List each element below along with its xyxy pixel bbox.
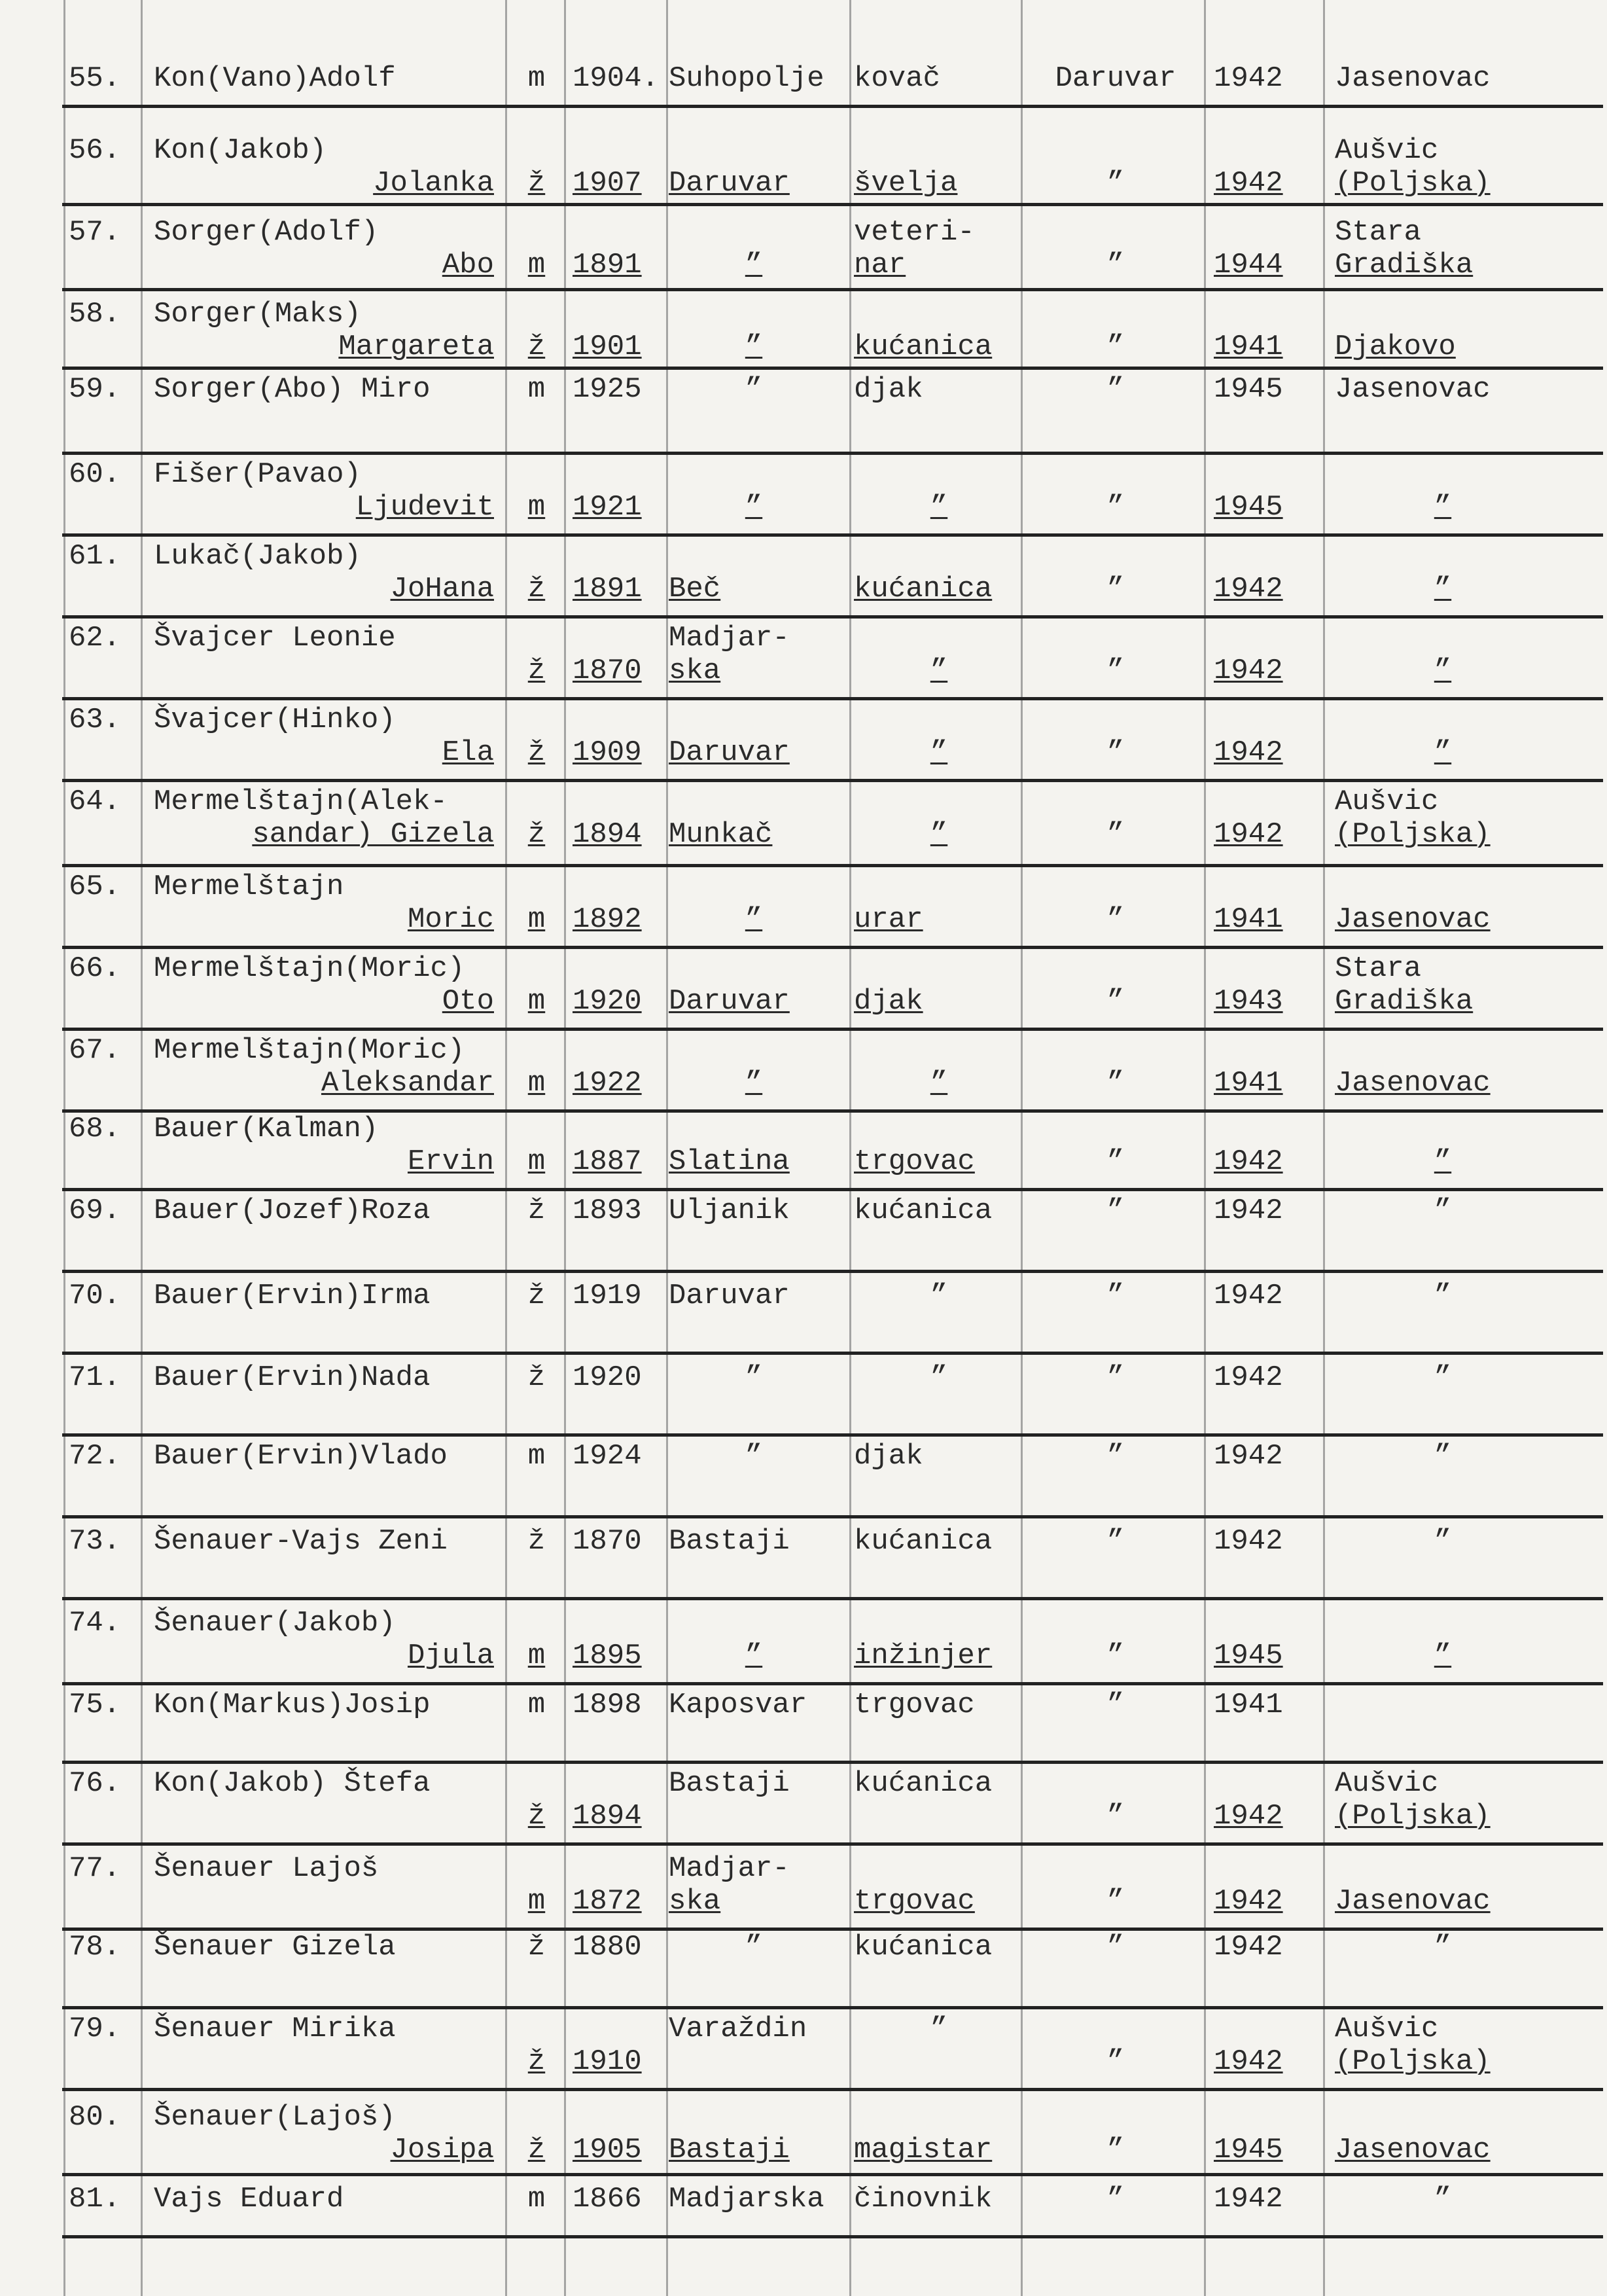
death-place: (Poljska) (1335, 1800, 1491, 1833)
row-number: 71. (69, 1361, 121, 1394)
residence: ” (1106, 1145, 1125, 1178)
death-place: ” (1434, 1931, 1452, 1964)
residence: ” (1106, 1194, 1125, 1227)
death-place: Gradiška (1335, 249, 1474, 281)
death-year: 1942 (1214, 1525, 1283, 1558)
birth-place: ” (745, 1067, 763, 1100)
death-year: 1943 (1214, 985, 1283, 1018)
death-place: ” (1434, 1525, 1452, 1558)
sex: ž (527, 655, 546, 687)
row-number: 80. (69, 2101, 121, 2134)
occupation: kućanica (854, 1767, 993, 1800)
occupation: kućanica (854, 1931, 993, 1964)
residence: ” (1106, 167, 1125, 200)
sex: m (527, 2183, 546, 2215)
sex: m (527, 491, 546, 524)
row-number: 59. (69, 373, 121, 406)
person-name: Mermelštajn(Moric) (154, 1034, 465, 1067)
row-number: 61. (69, 540, 121, 573)
sex: m (527, 1067, 546, 1100)
column-divider (849, 0, 851, 2296)
residence: ” (1106, 331, 1125, 363)
death-year: 1942 (1214, 2045, 1283, 2078)
row-number: 70. (69, 1280, 121, 1312)
sex: ž (527, 1280, 546, 1312)
birth-year: 1905 (573, 2134, 642, 2166)
occupation: veteri- (854, 216, 975, 249)
death-place: ” (1434, 736, 1452, 769)
person-name: Kon(Jakob) Štefa (154, 1767, 431, 1800)
column-divider (1323, 0, 1325, 2296)
row-divider (62, 1270, 1603, 1273)
birth-place: ska (669, 655, 721, 687)
death-year: 1945 (1214, 1640, 1283, 1672)
person-given-name: Abo (442, 249, 494, 281)
person-name: Šenauer Lajoš (154, 1852, 379, 1885)
row-divider (62, 452, 1603, 455)
birth-year: 1894 (573, 1800, 642, 1833)
residence: ” (1106, 1067, 1125, 1100)
occupation: ” (930, 818, 948, 851)
sex: ž (527, 167, 546, 200)
birth-place: ska (669, 1885, 721, 1918)
person-given-name: Djula (407, 1640, 494, 1672)
occupation: trgovac (854, 1689, 975, 1721)
residence: ” (1106, 1440, 1125, 1473)
death-place: Jasenovac (1335, 2134, 1491, 2166)
death-year: 1944 (1214, 249, 1283, 281)
birth-place: Suhopolje (669, 62, 824, 95)
occupation: ” (930, 1067, 948, 1100)
death-place: ” (1434, 2183, 1452, 2215)
birth-place: Munkač (669, 818, 773, 851)
row-divider (62, 105, 1603, 108)
birth-year: 1925 (573, 373, 642, 406)
occupation: ” (930, 1280, 948, 1312)
death-year: 1945 (1214, 373, 1283, 406)
death-place: (Poljska) (1335, 818, 1491, 851)
birth-year: 1891 (573, 573, 642, 605)
birth-place: Madjar- (669, 622, 790, 655)
person-name: Bauer(Ervin)Vlado (154, 1440, 448, 1473)
birth-place: Kaposvar (669, 1689, 807, 1721)
death-place: Jasenovac (1335, 373, 1491, 406)
death-place: ” (1434, 1361, 1452, 1394)
birth-place: Bastaji (669, 1525, 790, 1558)
occupation: nar (854, 249, 906, 281)
residence: ” (1106, 491, 1125, 524)
person-name: Mermelštajn(Moric) (154, 952, 465, 985)
person-name: Sorger(Maks) (154, 298, 361, 331)
death-year: 1942 (1214, 1885, 1283, 1918)
column-divider (63, 0, 65, 2296)
birth-year: 1909 (573, 736, 642, 769)
death-place: ” (1434, 1640, 1452, 1672)
person-name: Bauer(Ervin)Irma (154, 1280, 431, 1312)
residence: ” (1106, 1689, 1125, 1721)
birth-place: Daruvar (669, 985, 790, 1018)
person-name: Mermelštajn (154, 870, 344, 903)
birth-year: 1901 (573, 331, 642, 363)
occupation: kućanica (854, 331, 993, 363)
column-divider (564, 0, 566, 2296)
birth-year: 1887 (573, 1145, 642, 1178)
column-divider (505, 0, 507, 2296)
row-number: 58. (69, 298, 121, 331)
birth-place: ” (745, 373, 763, 406)
sex: ž (527, 1800, 546, 1833)
death-year: 1942 (1214, 1361, 1283, 1394)
occupation: činovnik (854, 2183, 993, 2215)
birth-year: 1920 (573, 1361, 642, 1394)
occupation: magistar (854, 2134, 993, 2166)
row-divider (62, 779, 1603, 782)
birth-year: 1870 (573, 1525, 642, 1558)
death-place: Jasenovac (1335, 1885, 1491, 1918)
death-place: ” (1434, 1194, 1452, 1227)
person-given-name: sandar) Gizela (252, 818, 494, 851)
sex: m (527, 1689, 546, 1721)
birth-year: 1894 (573, 818, 642, 851)
occupation: urar (854, 903, 923, 936)
row-divider (62, 1842, 1603, 1846)
birth-year: 1866 (573, 2183, 642, 2215)
row-number: 75. (69, 1689, 121, 1721)
birth-place: ” (745, 1440, 763, 1473)
residence: ” (1106, 1931, 1125, 1964)
birth-year: 1891 (573, 249, 642, 281)
birth-place: Daruvar (669, 1280, 790, 1312)
death-year: 1942 (1214, 1440, 1283, 1473)
occupation: trgovac (854, 1885, 975, 1918)
birth-place: Varaždin (669, 2013, 807, 2045)
row-number: 57. (69, 216, 121, 249)
row-divider (62, 1188, 1603, 1191)
occupation: ” (930, 491, 948, 524)
person-name: Sorger(Abo) Miro (154, 373, 431, 406)
row-divider (62, 1433, 1603, 1437)
sex: ž (527, 1931, 546, 1964)
birth-year: 1904. (573, 62, 660, 95)
sex: m (527, 985, 546, 1018)
occupation: kovač (854, 62, 941, 95)
row-divider (62, 2235, 1603, 2238)
person-name: Bauer(Ervin)Nada (154, 1361, 431, 1394)
person-name: Šenauer-Vajs Zeni (154, 1525, 448, 1558)
residence: ” (1106, 2183, 1125, 2215)
death-year: 1941 (1214, 1689, 1283, 1721)
occupation: inžinjer (854, 1640, 993, 1672)
residence: ” (1106, 1525, 1125, 1558)
residence: ” (1106, 1800, 1125, 1833)
person-name: Švajcer Leonie (154, 622, 396, 655)
row-number: 55. (69, 62, 121, 95)
person-given-name: Oto (442, 985, 494, 1018)
sex: ž (527, 1194, 546, 1227)
death-place: ” (1434, 1280, 1452, 1312)
person-name: Fišer(Pavao) (154, 458, 361, 491)
birth-place: Bastaji (669, 1767, 790, 1800)
residence: ” (1106, 373, 1125, 406)
birth-place: Madjarska (669, 2183, 824, 2215)
death-place: Djakovo (1335, 331, 1456, 363)
birth-place: ” (745, 331, 763, 363)
sex: m (527, 62, 546, 95)
occupation: ” (930, 1361, 948, 1394)
birth-place: ” (745, 1931, 763, 1964)
person-name: Vajs Eduard (154, 2183, 344, 2215)
occupation: ” (930, 655, 948, 687)
birth-year: 1919 (573, 1280, 642, 1312)
person-given-name: Aleksandar (321, 1067, 494, 1100)
column-divider (141, 0, 143, 2296)
residence: ” (1106, 2134, 1125, 2166)
birth-place: ” (745, 1361, 763, 1394)
person-name: Mermelštajn(Alek- (154, 785, 448, 818)
sex: ž (527, 2134, 546, 2166)
death-year: 1941 (1214, 1067, 1283, 1100)
death-place: Gradiška (1335, 985, 1474, 1018)
row-divider (62, 2173, 1603, 2176)
death-place: ” (1434, 655, 1452, 687)
birth-year: 1922 (573, 1067, 642, 1100)
residence: ” (1106, 573, 1125, 605)
death-year: 1942 (1214, 1931, 1283, 1964)
person-given-name: Ljudevit (355, 491, 494, 524)
row-number: 77. (69, 1852, 121, 1885)
residence: ” (1106, 736, 1125, 769)
person-name: Bauer(Kalman) (154, 1113, 379, 1145)
sex: ž (527, 818, 546, 851)
occupation: kućanica (854, 1525, 993, 1558)
sex: m (527, 1885, 546, 1918)
death-place: Aušvic (1335, 1767, 1439, 1800)
death-year: 1942 (1214, 818, 1283, 851)
row-divider (62, 2088, 1603, 2091)
death-year: 1942 (1214, 1194, 1283, 1227)
residence: Daruvar (1055, 62, 1176, 95)
residence: ” (1106, 1361, 1125, 1394)
birth-year: 1898 (573, 1689, 642, 1721)
death-place: Jasenovac (1335, 62, 1491, 95)
birth-year: 1907 (573, 167, 642, 200)
residence: ” (1106, 249, 1125, 281)
birth-place: Madjar- (669, 1852, 790, 1885)
occupation: švelja (854, 167, 958, 200)
occupation: kućanica (854, 1194, 993, 1227)
sex: ž (527, 573, 546, 605)
occupation: djak (854, 373, 923, 406)
sex: ž (527, 1361, 546, 1394)
death-place: Aušvic (1335, 134, 1439, 167)
row-number: 67. (69, 1034, 121, 1067)
person-given-name: Josipa (390, 2134, 494, 2166)
residence: ” (1106, 818, 1125, 851)
person-name: Bauer(Jozef)Roza (154, 1194, 431, 1227)
birth-place: ” (745, 491, 763, 524)
person-given-name: Margareta (338, 331, 494, 363)
person-given-name: Ervin (407, 1145, 494, 1178)
person-given-name: Moric (407, 903, 494, 936)
death-place: Stara (1335, 952, 1422, 985)
row-divider (62, 864, 1603, 867)
death-year: 1942 (1214, 62, 1283, 95)
birth-year: 1920 (573, 985, 642, 1018)
residence: ” (1106, 655, 1125, 687)
row-divider (62, 288, 1603, 291)
row-divider (62, 615, 1603, 619)
birth-year: 1895 (573, 1640, 642, 1672)
row-number: 76. (69, 1767, 121, 1800)
residence: ” (1106, 1280, 1125, 1312)
death-place: ” (1434, 1440, 1452, 1473)
row-number: 72. (69, 1440, 121, 1473)
birth-place: ” (745, 1640, 763, 1672)
column-divider (1021, 0, 1023, 2296)
death-place: Aušvic (1335, 785, 1439, 818)
birth-place: Bastaji (669, 2134, 790, 2166)
person-name: Kon(Jakob) (154, 134, 327, 167)
row-divider (62, 1352, 1603, 1355)
residence: ” (1106, 985, 1125, 1018)
row-divider (62, 1682, 1603, 1685)
row-divider (62, 203, 1603, 206)
birth-year: 1892 (573, 903, 642, 936)
row-divider (62, 697, 1603, 700)
person-name: Kon(Vano)Adolf (154, 62, 396, 95)
row-number: 68. (69, 1113, 121, 1145)
death-place: ” (1434, 1145, 1452, 1178)
death-year: 1942 (1214, 573, 1283, 605)
row-divider (62, 533, 1603, 537)
death-place: Aušvic (1335, 2013, 1439, 2045)
death-year: 1942 (1214, 655, 1283, 687)
birth-year: 1921 (573, 491, 642, 524)
sex: m (527, 249, 546, 281)
person-name: Šenauer Gizela (154, 1931, 396, 1964)
sex: m (527, 1440, 546, 1473)
sex: ž (527, 331, 546, 363)
sex: ž (527, 736, 546, 769)
death-place: ” (1434, 491, 1452, 524)
residence: ” (1106, 903, 1125, 936)
person-name: Šenauer(Jakob) (154, 1607, 396, 1640)
death-year: 1942 (1214, 1800, 1283, 1833)
birth-year: 1893 (573, 1194, 642, 1227)
birth-place: Daruvar (669, 736, 790, 769)
person-given-name: Ela (442, 736, 494, 769)
birth-year: 1872 (573, 1885, 642, 1918)
row-divider (62, 367, 1603, 370)
row-number: 79. (69, 2013, 121, 2045)
death-place: ” (1434, 573, 1452, 605)
death-place: Jasenovac (1335, 1067, 1491, 1100)
person-name: Kon(Markus)Josip (154, 1689, 431, 1721)
row-number: 73. (69, 1525, 121, 1558)
death-place: Jasenovac (1335, 903, 1491, 936)
birth-place: ” (745, 249, 763, 281)
person-name: Sorger(Adolf) (154, 216, 379, 249)
birth-year: 1924 (573, 1440, 642, 1473)
birth-place: Daruvar (669, 167, 790, 200)
sex: ž (527, 1525, 546, 1558)
death-place: (Poljska) (1335, 167, 1491, 200)
row-divider (62, 1515, 1603, 1518)
death-year: 1942 (1214, 1145, 1283, 1178)
row-number: 64. (69, 785, 121, 818)
death-year: 1942 (1214, 1280, 1283, 1312)
occupation: ” (930, 736, 948, 769)
row-divider (62, 1761, 1603, 1764)
row-number: 74. (69, 1607, 121, 1640)
death-year: 1942 (1214, 2183, 1283, 2215)
death-year: 1941 (1214, 903, 1283, 936)
sex: m (527, 373, 546, 406)
birth-place: Beč (669, 573, 721, 605)
person-given-name: Jolanka (373, 167, 494, 200)
residence: ” (1106, 1885, 1125, 1918)
row-number: 63. (69, 704, 121, 736)
row-number: 65. (69, 870, 121, 903)
row-divider (62, 1597, 1603, 1600)
occupation: kućanica (854, 573, 993, 605)
column-divider (1204, 0, 1206, 2296)
birth-year: 1910 (573, 2045, 642, 2078)
row-number: 78. (69, 1931, 121, 1964)
sex: m (527, 1640, 546, 1672)
residence: ” (1106, 1640, 1125, 1672)
row-number: 69. (69, 1194, 121, 1227)
column-divider (666, 0, 668, 2296)
person-given-name: JoHana (390, 573, 494, 605)
death-year: 1942 (1214, 736, 1283, 769)
birth-place: Slatina (669, 1145, 790, 1178)
death-year: 1942 (1214, 167, 1283, 200)
person-name: Lukač(Jakob) (154, 540, 361, 573)
row-divider (62, 946, 1603, 949)
sex: m (527, 1145, 546, 1178)
row-number: 56. (69, 134, 121, 167)
sex: ž (527, 2045, 546, 2078)
birth-year: 1870 (573, 655, 642, 687)
death-year: 1945 (1214, 2134, 1283, 2166)
sex: m (527, 903, 546, 936)
person-name: Šenauer Mirika (154, 2013, 396, 2045)
birth-place: Uljanik (669, 1194, 790, 1227)
row-number: 66. (69, 952, 121, 985)
death-place: (Poljska) (1335, 2045, 1491, 2078)
row-divider (62, 2006, 1603, 2009)
row-number: 81. (69, 2183, 121, 2215)
death-place: Stara (1335, 216, 1422, 249)
residence: ” (1106, 2045, 1125, 2078)
person-name: Šenauer(Lajoš) (154, 2101, 396, 2134)
occupation: djak (854, 1440, 923, 1473)
occupation: ” (930, 2013, 948, 2045)
birth-place: ” (745, 903, 763, 936)
row-divider (62, 1028, 1603, 1031)
birth-year: 1880 (573, 1931, 642, 1964)
occupation: trgovac (854, 1145, 975, 1178)
death-year: 1945 (1214, 491, 1283, 524)
row-number: 60. (69, 458, 121, 491)
row-number: 62. (69, 622, 121, 655)
occupation: djak (854, 985, 923, 1018)
death-year: 1941 (1214, 331, 1283, 363)
person-name: Švajcer(Hinko) (154, 704, 396, 736)
